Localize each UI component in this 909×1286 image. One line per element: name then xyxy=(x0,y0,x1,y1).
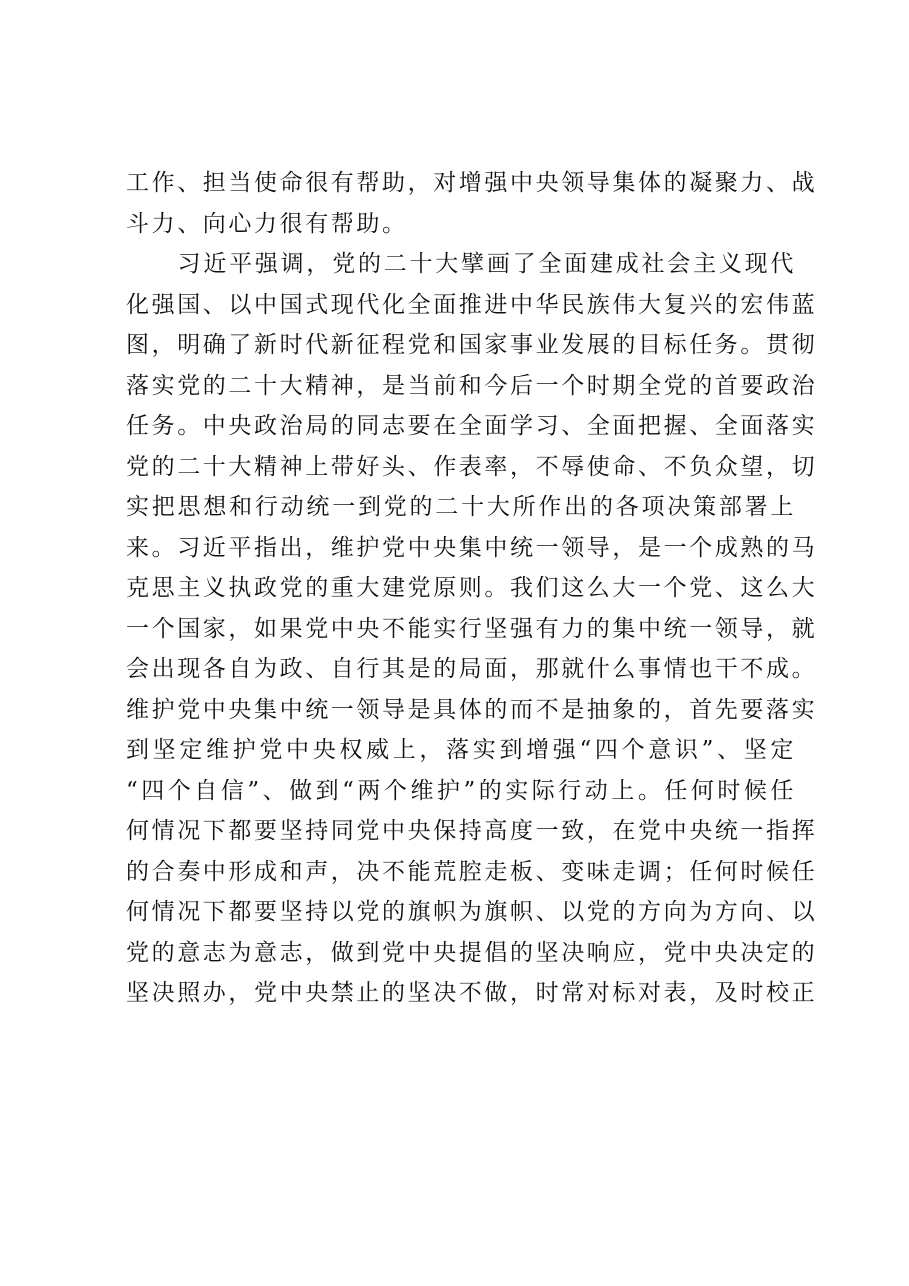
text-line: 党的意志为意志，做到党中央提倡的坚决响应，党中央决定的 xyxy=(126,939,818,966)
text-line: 任务。中央政治局的同志要在全面学习、全面把握、全面落实 xyxy=(126,413,818,439)
text-line: 图，明确了新时代新征程党和国家事业发展的目标任务。贯彻 xyxy=(126,332,818,358)
text-line: 何情况下都要坚持以党的旗帜为旗帜、以党的方向为方向、以 xyxy=(126,899,818,925)
text-line: 斗力、向心力很有帮助。 xyxy=(126,210,408,237)
text-line: 维护党中央集中统一领导是具体的而不是抽象的，首先要落实 xyxy=(126,696,818,723)
text-line: 克思主义执政党的重大建党原则。我们这么大一个党、这么大 xyxy=(126,575,818,601)
text-line: 一个国家，如果党中央不能实行坚强有力的集中统一领导，就 xyxy=(126,615,818,642)
text-line: 工作、担当使命很有帮助，对增强中央领导集体的凝聚力、战 xyxy=(126,170,818,196)
body-text xyxy=(126,163,818,1014)
text-line: 党的二十大精神上带好头、作表率，不辱使命、不负众望，切 xyxy=(126,453,818,480)
text-line: 的合奏中形成和声，决不能荒腔走板、变味走调；任何时候任 xyxy=(126,858,818,885)
text-line: 实把思想和行动统一到党的二十大所作出的各项决策部署上 xyxy=(126,494,796,520)
text-line: 化强国、以中国式现代化全面推进中华民族伟大复兴的宏伟蓝 xyxy=(126,291,818,318)
text-line: 落实党的二十大精神，是当前和今后一个时期全党的首要政治 xyxy=(126,372,818,399)
text-line: 坚决照办，党中央禁止的坚决不做，时常对标对表，及时校正 xyxy=(126,980,818,1006)
text-line: “四个自信”、做到“两个维护”的实际行动上。任何时候任 xyxy=(126,777,796,804)
text-line: 来。习近平指出，维护党中央集中统一领导，是一个成熟的马 xyxy=(126,534,818,561)
text-line: 何情况下都要坚持同党中央保持高度一致，在党中央统一指挥 xyxy=(126,818,818,844)
text-line: 到坚定维护党中央权威上，落实到增强“四个意识”、坚定 xyxy=(126,737,796,763)
text-line: 习近平强调，党的二十大擘画了全面建成社会主义现代 xyxy=(126,251,796,277)
text-line: 会出现各自为政、自行其是的局面，那就什么事情也干不成。 xyxy=(126,656,818,682)
